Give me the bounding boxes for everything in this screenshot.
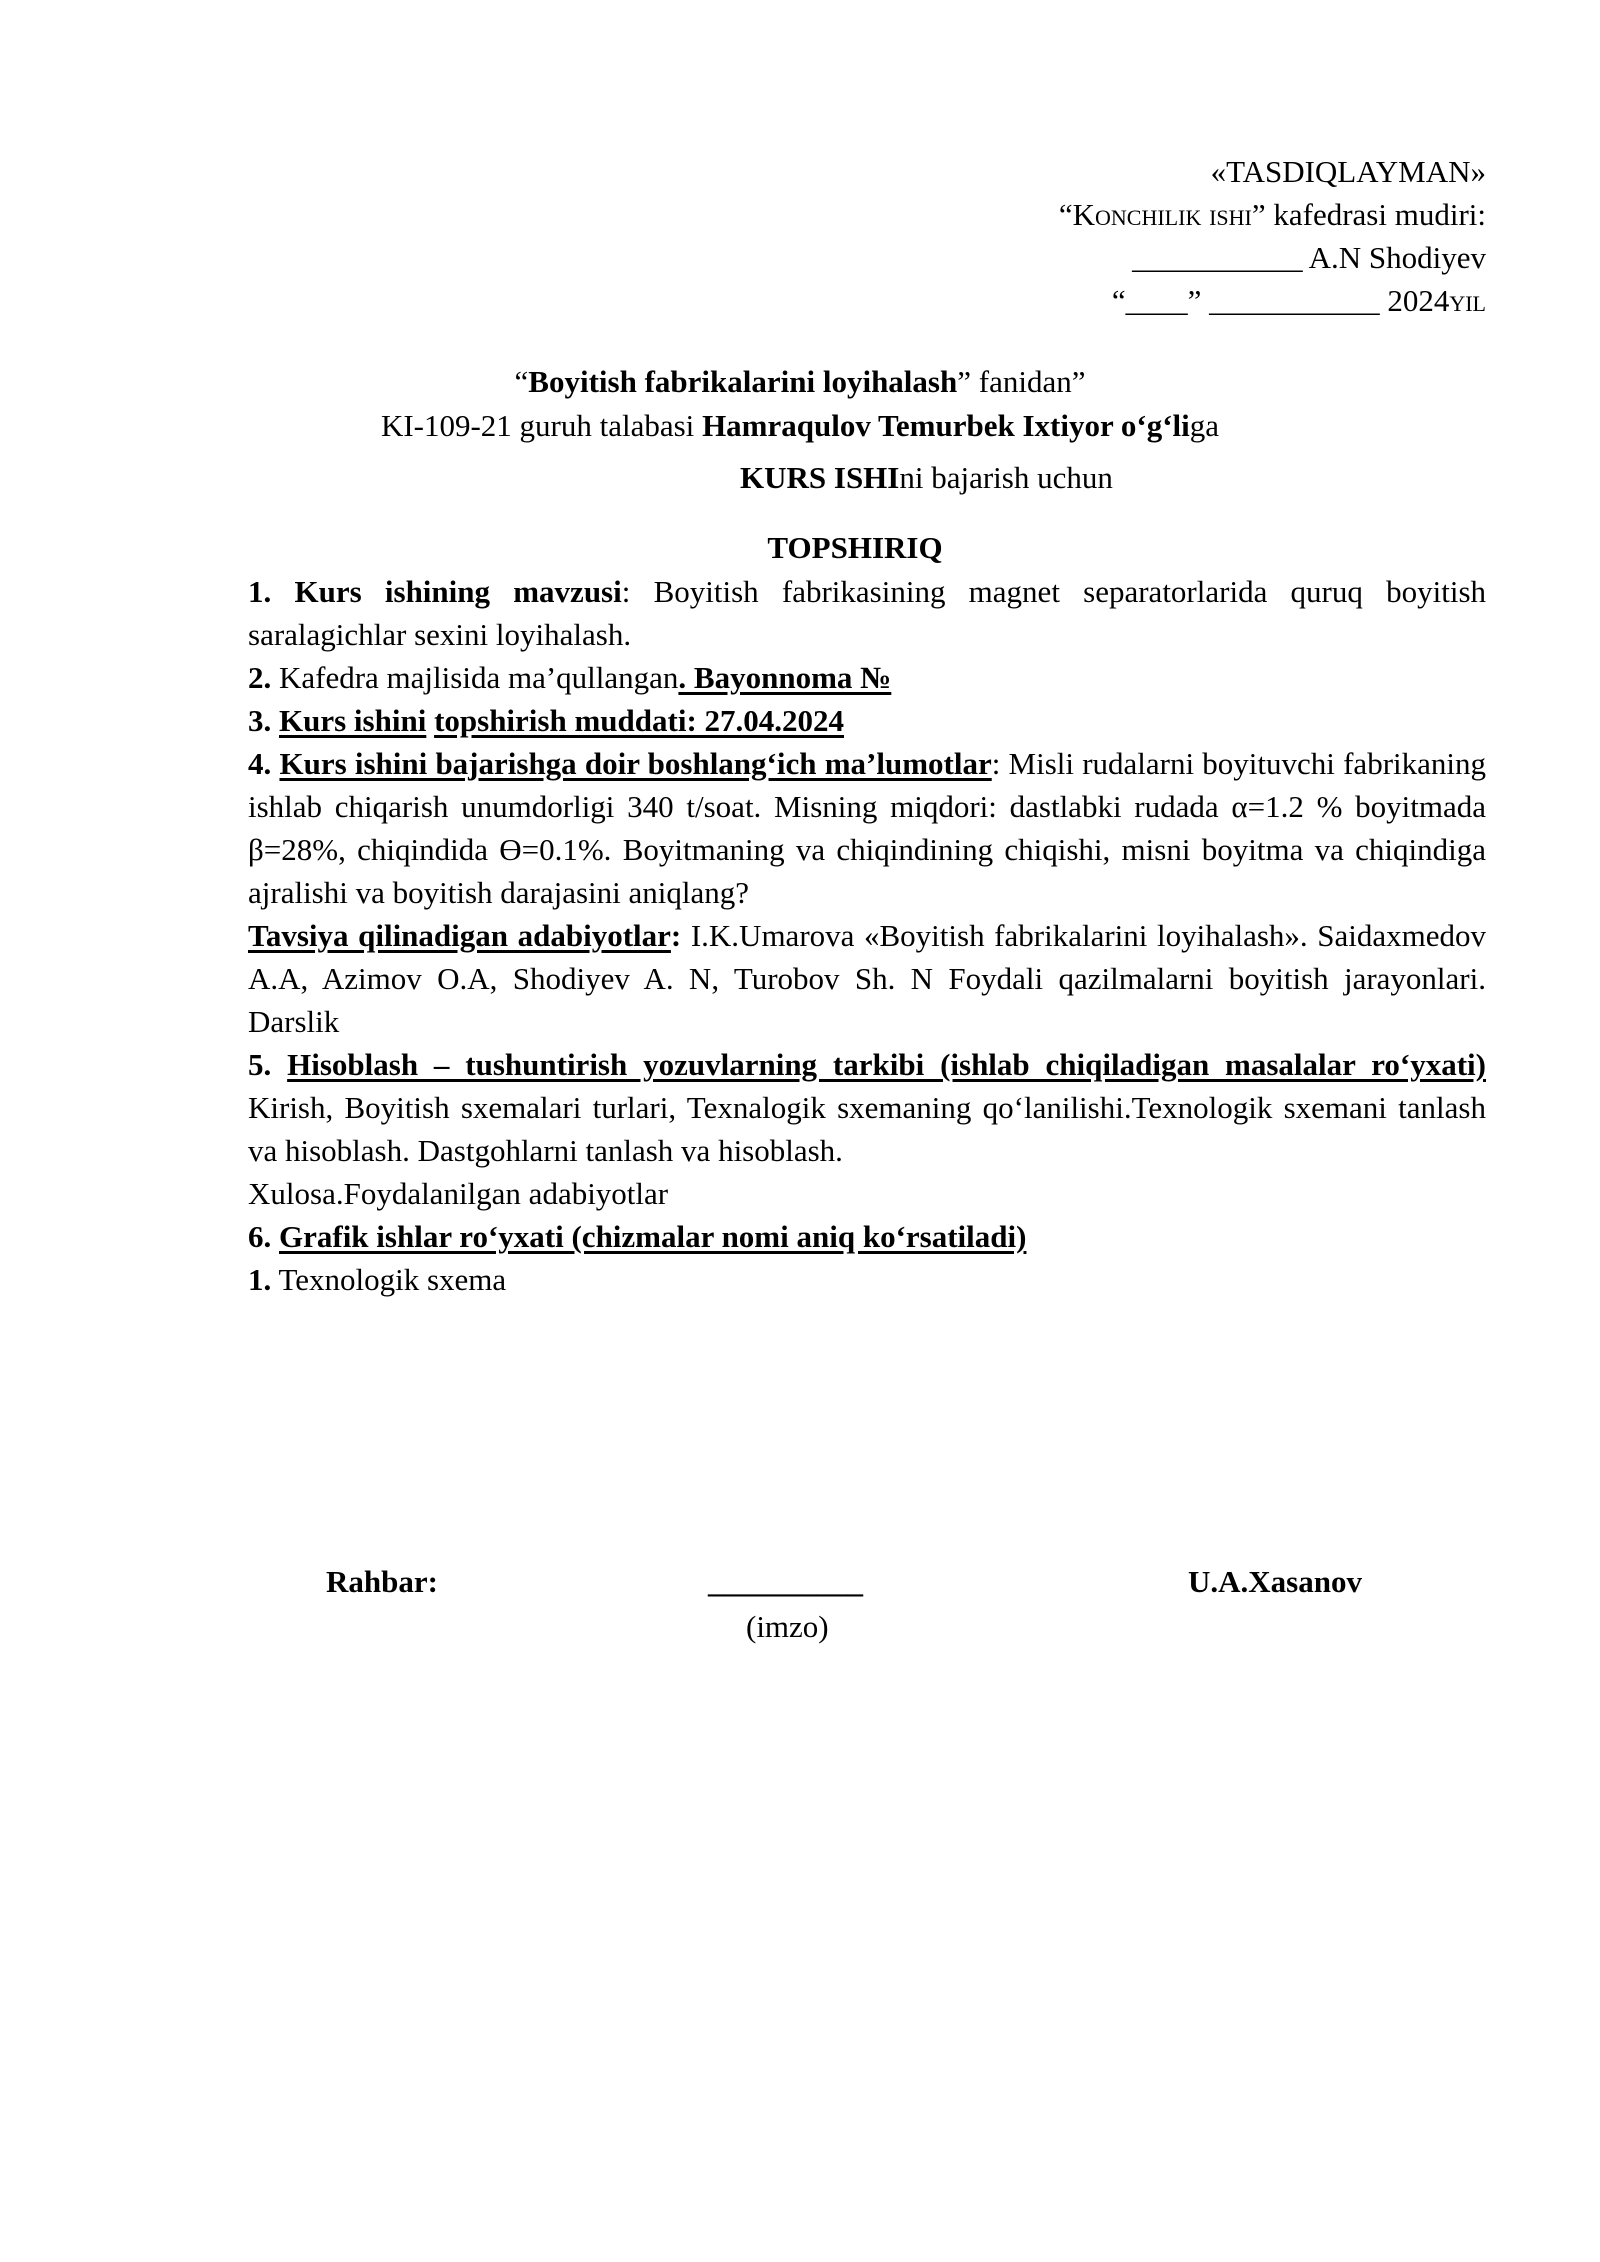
item-5: 5. Hisoblash – tushuntirish yozuvlarning tarkibi (ishlab chiqiladigan masalalar ro‘yxati) Kirish, Boyitish sxemalari turlari, Texnalogik sxemaning qo‘lanilishi.Texnologik sxemani tanlash va hisoblash. Dastgohlarni tanlash va hisoblash. xyxy=(248,1047,1486,1168)
department-head-line: ___________ A.N Shodiyev xyxy=(1132,240,1486,275)
supervisor-name: U.A.Xasanov xyxy=(1188,1564,1362,1599)
item-4: 4. Kurs ishini bajarishga doir boshlang‘ich ma’lumotlar: Misli rudalarni boyituvchi fabrikaning ishlab chiqarish unumdorligi 340 t/soat. Misning miqdori: dastlabki rudada α=1.2 % boyitmada β=28%, chiqindida Ө=0.1%. Boyitmaning va chiqindining chiqishi, misni boyitma va chiqindiga ajralishi va boyitish darajasini aniqlang? xyxy=(248,746,1487,910)
item-6: 6. Grafik ishlar ro‘yxati (chizmalar nomi aniq ko‘rsatiladi) xyxy=(248,1219,1027,1254)
approval-heading: «TASDIQLAYMAN» xyxy=(1210,154,1486,189)
department-line: “Konchilik ishi” kafedrasi mudiri: xyxy=(1058,197,1486,232)
item-5-extra: Xulosa.Foydalanilgan adabiyotlar xyxy=(248,1176,669,1211)
department-name: Konchilik ishi xyxy=(1072,197,1252,232)
item-1: 1. Kurs ishining mavzusi: Boyitish fabrikasining magnet separatorlarida quruq boyitish saralagichlar sexini loyihalash. xyxy=(248,574,1487,652)
literature-label: Tavsiya qilinadigan adabiyotlar xyxy=(248,918,671,953)
supervisor-role: Rahbar: xyxy=(326,1564,438,1599)
graphic-item-1: 1. Texnologik sxema xyxy=(248,1262,507,1297)
item-5-label: Hisoblash – tushuntirish yozuvlarning tarkibi (ishlab chiqiladigan masalalar ro‘yxati) xyxy=(287,1047,1486,1082)
approval-date-line: “____” ___________ 2024yil xyxy=(1111,283,1486,318)
approval-block xyxy=(786,150,1486,322)
signature-line: __________ xyxy=(708,1564,863,1599)
item-2: 2. Kafedra majlisida ma’qullangan. Bayonnoma № xyxy=(248,660,892,695)
item-1-label: Kurs ishining mavzusi xyxy=(294,574,622,609)
literature: Tavsiya qilinadigan adabiyotlar: I.K.Umarova «Boyitish fabrikalarini loyihalash». Saidaxmedov A.A, Azimov O.A, Shodiyev A. N, Turobov Sh. N Foydali qazilmalarni boyitish jarayonlari. Darslik xyxy=(248,918,1486,1039)
item-3-label: topshirish muddati: 27.04.2024 xyxy=(434,703,845,738)
item-2-label: . Bayonnoma № xyxy=(678,660,892,695)
subject-name: Boyitish fabrikalarini loyihalash xyxy=(528,364,958,399)
assignment-body xyxy=(248,570,1486,1301)
student-line: KI-109-21 guruh talabasi Hamraqulov Temurbek Ixtiyor o‘g‘liga xyxy=(380,408,1220,443)
item-6-label: Grafik ishlar ro‘yxati (chizmalar nomi aniq ko‘rsatiladi) xyxy=(279,1219,1027,1254)
assignment-title: TOPSHIRIQ xyxy=(767,530,943,565)
student-name: Hamraqulov Temurbek Ixtiyor o‘g‘li xyxy=(702,408,1190,443)
item-4-label: Kurs ishini bajarishga doir boshlang‘ich ma’lumotlar xyxy=(279,746,992,781)
subject-line: “Boyitish fabrikalarini loyihalash” fanidan” xyxy=(514,364,1086,399)
work-type-line: KURS ISHIni bajarish uchun xyxy=(740,460,1113,495)
item-3: 3. Kurs ishini topshirish muddati: 27.04.2024 xyxy=(248,703,845,738)
signature-caption: (imzo) xyxy=(746,1609,829,1644)
